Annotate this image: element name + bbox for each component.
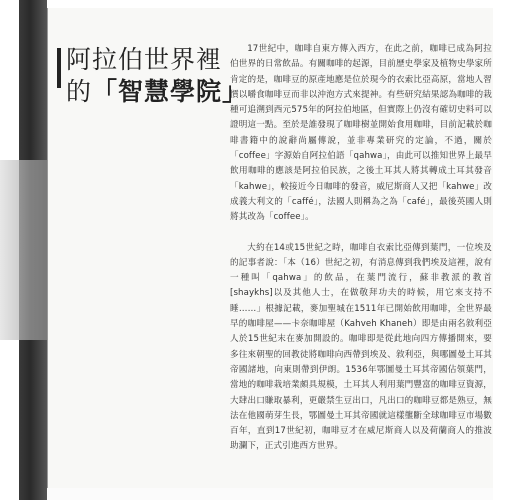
article-body	[230, 42, 492, 455]
page-title-emphasis: 「智慧學院」	[92, 77, 249, 106]
page-title-prefix: 的	[66, 77, 93, 106]
page-title-line-2	[66, 76, 248, 108]
title-accent-bar	[57, 48, 61, 88]
paragraph-1: 17世紀中，咖啡自東方傳入西方，在此之前，咖啡已成為阿拉伯世界的日常飲品。有關咖啡的起源，目前歷史學家及植物史學家所肯定的是，咖啡豆的原產地應是位於現今的衣索比亞高原，當地人習慣以嚼食咖啡豆而非以沖泡方式來提神。有些研究結果認為咖啡的栽種可追溯到西元575年的阿拉伯地區，但實際上仍沒有確切史料可以證明這一點。至於是誰發現了咖啡樹並開始食用咖啡，目前記載於咖啡書籍中的說辭尚屬傳說，並非專業研究的定論，不過，關於「coffee」字源始自阿拉伯語「qahwa」，由此可以推知世界上最早飲用咖啡的應該是阿拉伯民族，之後土耳其人將其轉成土耳其發音「kahwe」，較接近今日咖啡的發音，威尼斯商人又把「kahwe」改成義大利文的「caffé」，法國人則稱為之為「café」，最後英國人則將其改為「coffee」。	[230, 44, 492, 223]
scan-margin-right	[493, 0, 520, 500]
page-title-line-1: 阿拉伯世界裡	[66, 45, 223, 74]
page-edge-highlight	[0, 160, 47, 340]
paragraph-2: 大約在14或15世紀之時，咖啡自衣索比亞傳到葉門，一位埃及的記事者說：「本（16）世紀之初，有消息傳到我們埃及這裡，說有一種叫「qahwa」的飲品，在葉門流行，蘇非教派的教首[shaykhs]以及其他人士，在做敬拜功夫的時候，用它來支持不睡……」根據記載，麥加聖城在1511年已開始飲用咖啡，全世界最早的咖啡屋——卡奈咖啡屋（Kahveh Khaneh）即是由兩名敘利亞人於15世紀末在麥加開設的。咖啡即是從此地向四方傳播開來，要多往來朝聖的回教徒將咖啡向西帶到埃及、敘利亞，與哪圖曼土耳其帝國諸地，向東則帶到伊朗。1536年鄂圖曼土耳其帝國佔領葉門，當地的咖啡栽培業頗具規模，土耳其人利用葉門豐富的咖啡豆資源，大肆出口賺取暴利，更嚴禁生豆出口，凡出口的咖啡豆都是熟豆，無法在他國萌芽生長，鄂圖曼土耳其帝國就這樣壟斷全球咖啡豆市場數百年，直到17世紀初，咖啡豆才在威尼斯商人以及荷蘭商人的推波助瀾下，正式引進西方世界。	[230, 242, 492, 452]
